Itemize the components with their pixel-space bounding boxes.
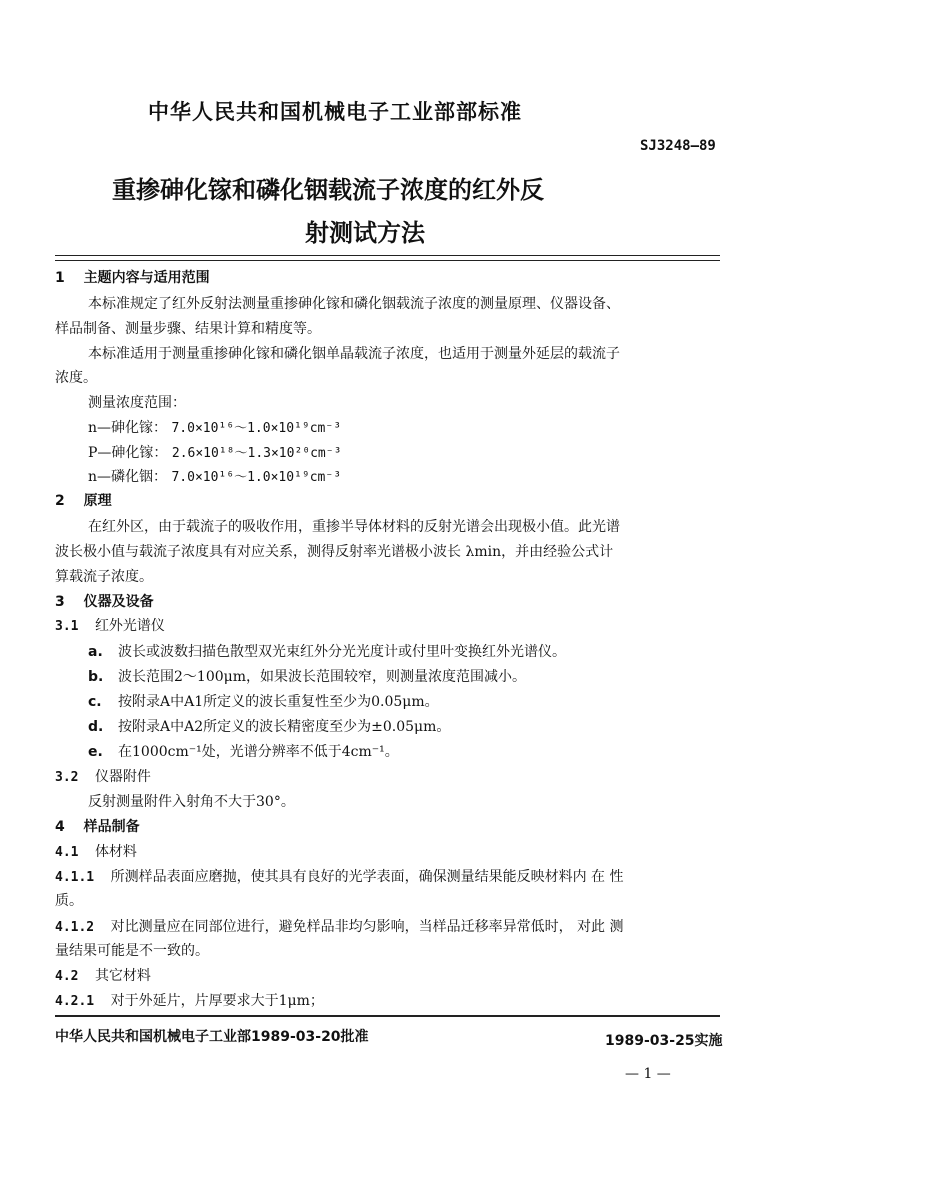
section-2-number: 2	[55, 493, 65, 509]
subsection-3-1-heading	[55, 615, 165, 635]
subsection-4-1-number: 4.1	[55, 845, 79, 860]
subsection-4-2-title: 其它材料	[94, 968, 151, 984]
section-4-heading	[55, 816, 140, 836]
range-row-1	[88, 417, 341, 437]
clause-4-1-2-text-a: 对比测量应在同部位进行，避免样品非均匀影响，当样品迁移率异常低时， 对此 测	[110, 919, 624, 935]
title-divider-secondary	[55, 260, 720, 261]
clause-4-2-1-number: 4.2.1	[55, 994, 95, 1009]
clause-4-2-1-text: 对于外延片，片厚要求大于1μm；	[110, 993, 324, 1009]
subsection-3-1-number: 3.1	[55, 619, 79, 634]
clause-4-1-1	[55, 866, 624, 886]
section-2-title: 原理	[83, 493, 112, 509]
list-item	[88, 716, 450, 736]
list-item-label: e.	[88, 744, 103, 760]
s2-paragraph-a: 在红外区，由于载流子的吸收作用，重掺半导体材料的反射光谱会出现极小值。此光谱	[88, 519, 620, 535]
section-1-number: 1	[55, 270, 65, 286]
s1-paragraph-1a: 本标准规定了红外反射法测量重掺砷化镓和磷化铟载流子浓度的测量原理、仪器设备、	[88, 296, 620, 312]
clause-4-1-1-text-b: 质。	[55, 893, 83, 909]
list-item-text: 按附录A中A2所定义的波长精密度至少为±0.05μm。	[118, 719, 451, 735]
document-title-line1: 重掺砷化镓和磷化铟载流子浓度的红外反	[112, 176, 544, 204]
list-item	[88, 666, 526, 686]
s3-2-text: 反射测量附件入射角不大于30°。	[88, 794, 295, 810]
subsection-3-1-title: 红外光谱仪	[94, 618, 165, 634]
document-title-line2: 射测试方法	[305, 219, 425, 247]
s1-paragraph-2b: 浓度。	[55, 370, 97, 386]
list-item-label: c.	[88, 694, 102, 710]
section-3-heading	[55, 591, 154, 611]
s2-paragraph-b: 波长极小值与载流子浓度具有对应关系，测得反射率光谱极小波长 λmin，并由经验公式计	[55, 544, 614, 560]
approval-statement: 中华人民共和国机械电子工业部1989-03-20批准	[55, 1029, 369, 1045]
clause-4-1-1-number: 4.1.1	[55, 870, 95, 885]
clause-4-1-2	[55, 916, 624, 936]
list-item-text: 按附录A中A1所定义的波长重复性至少为0.05μm。	[118, 694, 439, 710]
standard-code: SJ3248—89	[640, 138, 716, 154]
range-3-name: n—磷化铟：	[88, 469, 168, 485]
range-1-name: n—砷化镓：	[88, 420, 168, 436]
subsection-4-2-heading	[55, 965, 151, 985]
clause-4-1-1-text-a: 所测样品表面应磨抛，使其具有良好的光学表面，确保测量结果能反映材料内 在 性	[110, 869, 624, 885]
list-item-text: 波长范围2～100μm，如果波长范围较窄，则测量浓度范围减小。	[118, 669, 527, 685]
range-2-value: 2.6×10¹⁸～1.3×10²⁰cm⁻³	[171, 446, 342, 461]
list-item	[88, 641, 566, 661]
ministry-header: 中华人民共和国机械电子工业部部标准	[148, 100, 522, 124]
subsection-3-2-heading	[55, 766, 151, 786]
effective-date: 1989-03-25实施	[605, 1033, 723, 1049]
range-2-name: P—砷化镓：	[88, 445, 168, 461]
subsection-4-1-title: 体材料	[94, 844, 137, 860]
list-item-text: 波长或波数扫描色散型双光束红外分光光度计或付里叶变换红外光谱仪。	[118, 644, 566, 660]
subsection-3-2-number: 3.2	[55, 770, 79, 785]
list-item-label: b.	[88, 669, 104, 685]
section-1-heading	[55, 267, 210, 287]
subsection-4-2-number: 4.2	[55, 969, 79, 984]
section-2-heading	[55, 490, 112, 510]
footer-divider	[55, 1015, 720, 1017]
section-3-title: 仪器及设备	[83, 594, 154, 610]
list-item-label: a.	[88, 644, 103, 660]
s1-paragraph-1b: 样品制备、测量步骤、结果计算和精度等。	[55, 321, 321, 337]
s1-paragraph-2a: 本标准适用于测量重掺砷化镓和磷化铟单晶载流子浓度，也适用于测量外延层的载流子	[88, 346, 620, 362]
list-item	[88, 741, 399, 761]
section-4-title: 样品制备	[83, 819, 140, 835]
section-3-number: 3	[55, 594, 65, 610]
section-4-number: 4	[55, 819, 65, 835]
list-item	[88, 691, 439, 711]
title-divider	[55, 255, 720, 256]
list-item-label: d.	[88, 719, 104, 735]
clause-4-1-2-number: 4.1.2	[55, 920, 95, 935]
section-1-title: 主题内容与适用范围	[83, 270, 210, 286]
subsection-4-1-heading	[55, 841, 137, 861]
page-number: — 1 —	[625, 1066, 671, 1082]
clause-4-1-2-text-b: 量结果可能是不一致的。	[55, 943, 209, 959]
range-3-value: 7.0×10¹⁶～1.0×10¹⁹cm⁻³	[171, 470, 342, 485]
clause-4-2-1	[55, 990, 324, 1010]
list-item-text: 在1000cm⁻¹处，光谱分辨率不低于4cm⁻¹。	[118, 744, 399, 760]
subsection-3-2-title: 仪器附件	[94, 769, 151, 785]
range-row-3	[88, 466, 341, 486]
range-1-value: 7.0×10¹⁶～1.0×10¹⁹cm⁻³	[171, 421, 342, 436]
range-label: 测量浓度范围：	[88, 395, 186, 411]
s2-paragraph-c: 算载流子浓度。	[55, 569, 153, 585]
range-row-2	[88, 442, 341, 462]
